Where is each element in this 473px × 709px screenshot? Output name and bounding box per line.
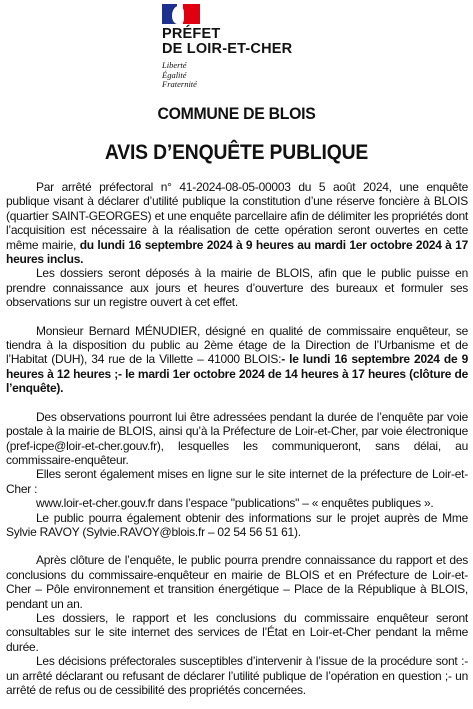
motto-fraternite: Fraternité [162, 79, 197, 89]
paragraph-informations: Le public pourra également obtenir des informations sur le projet auprès de Mme Sylvie RAVOY (Sylvie.RAVOY@blois.fr – 02 54 56 51 61). [6, 510, 468, 539]
republic-motto [162, 61, 322, 90]
paragraph-commissaire [6, 324, 468, 396]
paragraph-consultation: Les dossiers, le rapport et les conclusions du commissaire enquêteur seront consultables sur le site internet des services de l’État en Loir-et-Cher pendant la même durée. [6, 610, 468, 654]
paragraph-en-ligne: Elles seront également mises en ligne sur le site internet de la préfecture de Loir-et-Cher : [6, 467, 468, 496]
paragraph-website: www.loir-et-cher.gouv.fr dans l’espace "publications" – « enquêtes publiques ». [36, 496, 434, 511]
marianne-logo-icon [162, 4, 200, 24]
prefet-title-line2: DE LOIR-ET-CHER [162, 41, 293, 57]
paragraph-arrete [6, 180, 468, 266]
paragraph-commissaire-permanences: - le lundi 16 septembre 2024 de 9 heures à 12 heures ;- le mardi 1er octobre 2024 de 14 heures à 17 heures (clôture de l’enquête). [6, 352, 468, 396]
paragraph-cloture: Après clôture de l’enquête, le public pourra prendre connaissance du rapport et des conclusions du commissaire-enquêteur en mairie de BLOIS et en Préfecture de Loir-et-Cher – Pôle environnement et transition énergétique – Place de la République à BLOIS, pendant un an. [6, 553, 468, 611]
motto-egalite: Égalité [162, 69, 187, 80]
paragraph-decisions: Les décisions préfectorales susceptibles d’intervenir à l’issue de la procédure sont :- un arrêté déclarant ou refusant de déclarer l’utilité publique de l’opération en question ;- un arrêté de refus ou de cessibilité des propriétés concernées. [6, 654, 468, 697]
paragraph-arrete-text: Par arrêté préfectoral n° 41-2024-08-05-00003 du 5 août 2024, une enquête publique visant à déclarer d’utilité publique la constitution d’une réserve foncière à BLOIS (quartier SAINT-GEORGES) et une enquête parcellaire afin de délimiter les propriétés dont l’acquisition est nécessaire à la réalisation de cette opération seront ouvertes en cette même mairie, [6, 180, 468, 252]
prefecture-header [162, 4, 322, 90]
paragraph-observations: Des observations pourront lui être adressées pendant la durée de l’enquête par voie postale à la mairie de BLOIS, ainsi qu’à la Préfecture de Loir-et-Cher, par voie électronique (pref-icpe@loir-et-cher.gouv.fr), lesquelles les communiqueront, sans délai, au commissaire-enquêteur. [6, 409, 468, 467]
paragraph-dossiers: Les dossiers seront déposés à la mairie de BLOIS, afin que le public puisse en prendre connaissance aux jours et heures d’ouverture des bureaux et formuler ses observations sur un registre ouvert à cet effet. [6, 266, 468, 310]
notice-body [6, 180, 468, 697]
motto-liberte: Liberté [162, 60, 187, 70]
commune-title: COMMUNE DE BLOIS [157, 104, 316, 123]
prefet-title-line1: PRÉFET [162, 26, 221, 42]
paragraph-arrete-dates: du lundi 16 septembre 2024 à 9 heures au mardi 1er octobre 2024 à 17 heures inclus. [6, 237, 468, 267]
paragraph-commissaire-text: Monsieur Bernard MÉNUDIER, désigné en qualité de commissaire enquêteur, se tiendra à la disposition du public au 2ème étage de la Direction de l’Urbanisme et de l’Habitat (DUH), 34 rue de la Villette – 41000 BLOIS: [6, 323, 468, 367]
notice-title: AVIS D’ENQUÊTE PUBLIQUE [104, 140, 369, 164]
